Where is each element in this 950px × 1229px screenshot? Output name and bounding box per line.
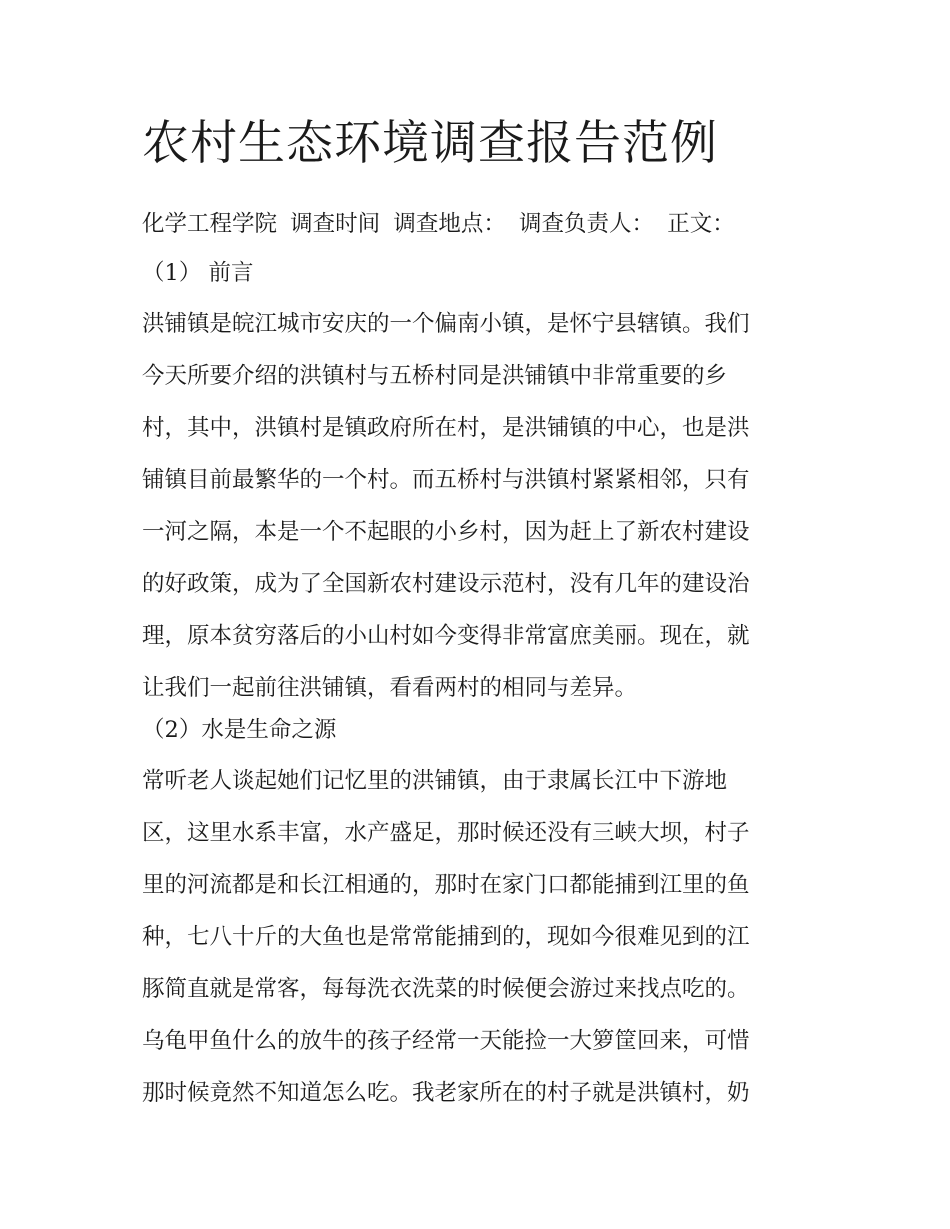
paragraph-line: 里的河流都是和长江相通的，那时在家门口都能捕到江里的鱼 [142, 872, 750, 898]
paragraph-line: 洪铺镇是皖江城市安庆的一个偏南小镇，是怀宁县辖镇。我们 [142, 311, 750, 337]
paragraph-line: 那时候竟然不知道怎么吃。我老家所在的村子就是洪镇村，奶 [142, 1080, 750, 1106]
meta-survey-location: 调查地点： [393, 211, 506, 237]
paragraph-line: 种，七八十斤的大鱼也是常常能捕到的，现如今很难见到的江 [142, 924, 750, 950]
meta-college: 化学工程学院 [142, 211, 278, 237]
paragraph-line: 乌龟甲鱼什么的放牛的孩子经常一天能捡一大箩筐回来，可惜 [142, 1028, 750, 1054]
section-heading-water: （2）水是生命之源 [142, 717, 337, 743]
meta-body-label: 正文： [667, 211, 735, 237]
paragraph-line: 一河之隔，本是一个不起眼的小乡村，因为赶上了新农村建设 [142, 519, 750, 545]
paragraph-line: 豚简直就是常客，每每洗衣洗菜的时候便会游过来找点吃的。 [142, 976, 750, 1002]
meta-survey-time: 调查时间 [290, 211, 381, 237]
preface-paragraph [142, 298, 822, 714]
paragraph-line: 铺镇目前最繁华的一个村。而五桥村与洪镇村紧紧相邻，只有 [142, 467, 750, 493]
water-paragraph [142, 755, 822, 1119]
paragraph-line: 区，这里水系丰富，水产盛足，那时候还没有三峡大坝，村子 [142, 820, 750, 846]
paragraph-line: 今天所要介绍的洪镇村与五桥村同是洪铺镇中非常重要的乡 [142, 363, 728, 389]
paragraph-line: 理，原本贫穷落后的小山村如今变得非常富庶美丽。现在，就 [142, 623, 750, 649]
paragraph-line: 村，其中，洪镇村是镇政府所在村，是洪铺镇的中心，也是洪 [142, 415, 750, 441]
paragraph-line: 让我们一起前往洪铺镇，看看两村的相同与差异。 [142, 675, 638, 701]
paragraph-line: 常听老人谈起她们记忆里的洪铺镇，由于隶属长江中下游地 [142, 768, 728, 794]
section-heading-preface: （1） 前言 [142, 260, 254, 286]
meta-survey-lead: 调查负责人： [519, 211, 655, 237]
report-meta-line [142, 204, 741, 244]
document-title: 农村生态环境调查报告范例 [142, 116, 718, 171]
paragraph-line: 的好政策，成为了全国新农村建设示范村，没有几年的建设治 [142, 571, 750, 597]
